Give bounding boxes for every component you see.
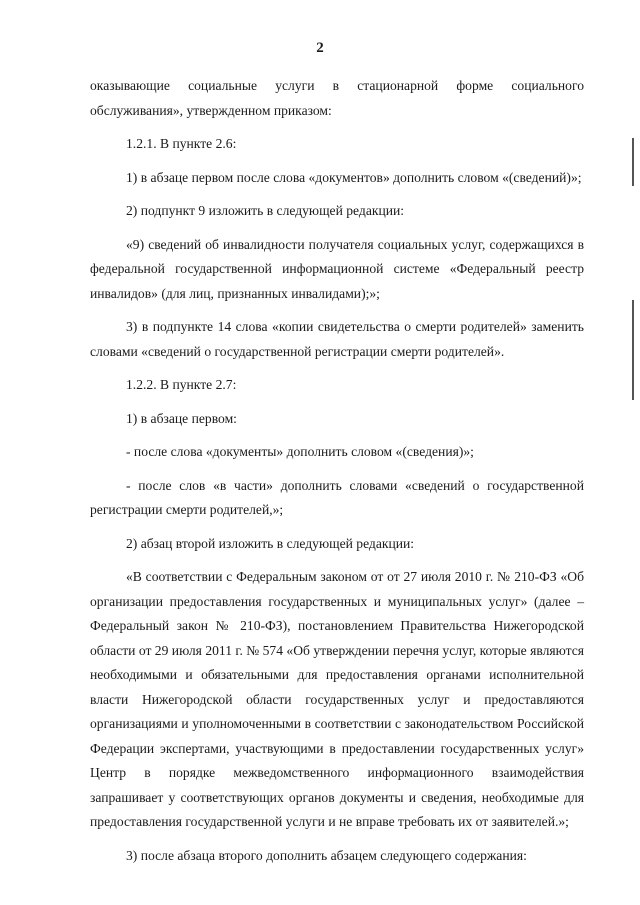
paragraph: 1) в абзаце первом: bbox=[126, 410, 237, 426]
paragraph: - после слов «в части» дополнить словами «сведений о государственной регистрации смерти родителей,»; bbox=[90, 477, 584, 517]
document-body bbox=[90, 74, 584, 868]
paragraph: 2) подпункт 9 изложить в следующей редакции: bbox=[126, 203, 405, 218]
scan-edge-mark bbox=[632, 300, 634, 400]
paragraph: 1) в абзаце первом после слова «документов» дополнить словом «(сведений)»; bbox=[126, 169, 582, 185]
scan-edge-mark bbox=[632, 138, 634, 186]
paragraph: 3) после абзаца второго дополнить абзацем следующего содержания: bbox=[126, 847, 527, 863]
paragraph: «9) сведений об инвалидности получателя социальных услуг, содержащихся в федеральной государственной информационной системе «Федеральный реестр инвалидов» (для лиц, признанных инвалидами);»; bbox=[90, 236, 584, 301]
paragraph: 1.2.1. В пункте 2.6: bbox=[126, 136, 237, 151]
paragraph: 1.2.2. В пункте 2.7: bbox=[126, 377, 237, 392]
paragraph: 3) в подпункте 14 слова «копии свидетельства о смерти родителей» заменить словами «сведений о государственной регистрации смерти родителей». bbox=[90, 319, 584, 359]
page-number: 2 bbox=[316, 40, 324, 56]
paragraph: 2) абзац второй изложить в следующей редакции: bbox=[126, 535, 415, 551]
paragraph: «В соответствии с Федеральным законом от от 27 июля 2010 г. № 210-ФЗ «Об организации предоставления государственных и муниципальных услуг» (далее – Федеральный закон № 210-ФЗ), постановлением Правительства Нижегородской области от 29 июля 2011 г. № 574 «Об утверждении перечня услуг, которые являются необходимыми и обязательными для предоставления органами исполнительной власти Нижегородской области государственных услуг и предоставляются организациями и уполномоченными в соответствии с законодательством Российской Федерации экспертами, участвующими в предоставлении государственных услуг» Центр в порядке межведомственного информационного взаимодействия запрашивает у соответствующих органов документы и сведения, необходимые для предоставления государственной услуги и не вправе требовать их от заявителей.»; bbox=[90, 569, 584, 829]
paragraph: оказывающие социальные услуги в стационарной форме социального обслуживания», утвержденном приказом: bbox=[90, 78, 584, 118]
paragraph: - после слова «документы» дополнить словом «(сведения)»; bbox=[126, 444, 474, 459]
